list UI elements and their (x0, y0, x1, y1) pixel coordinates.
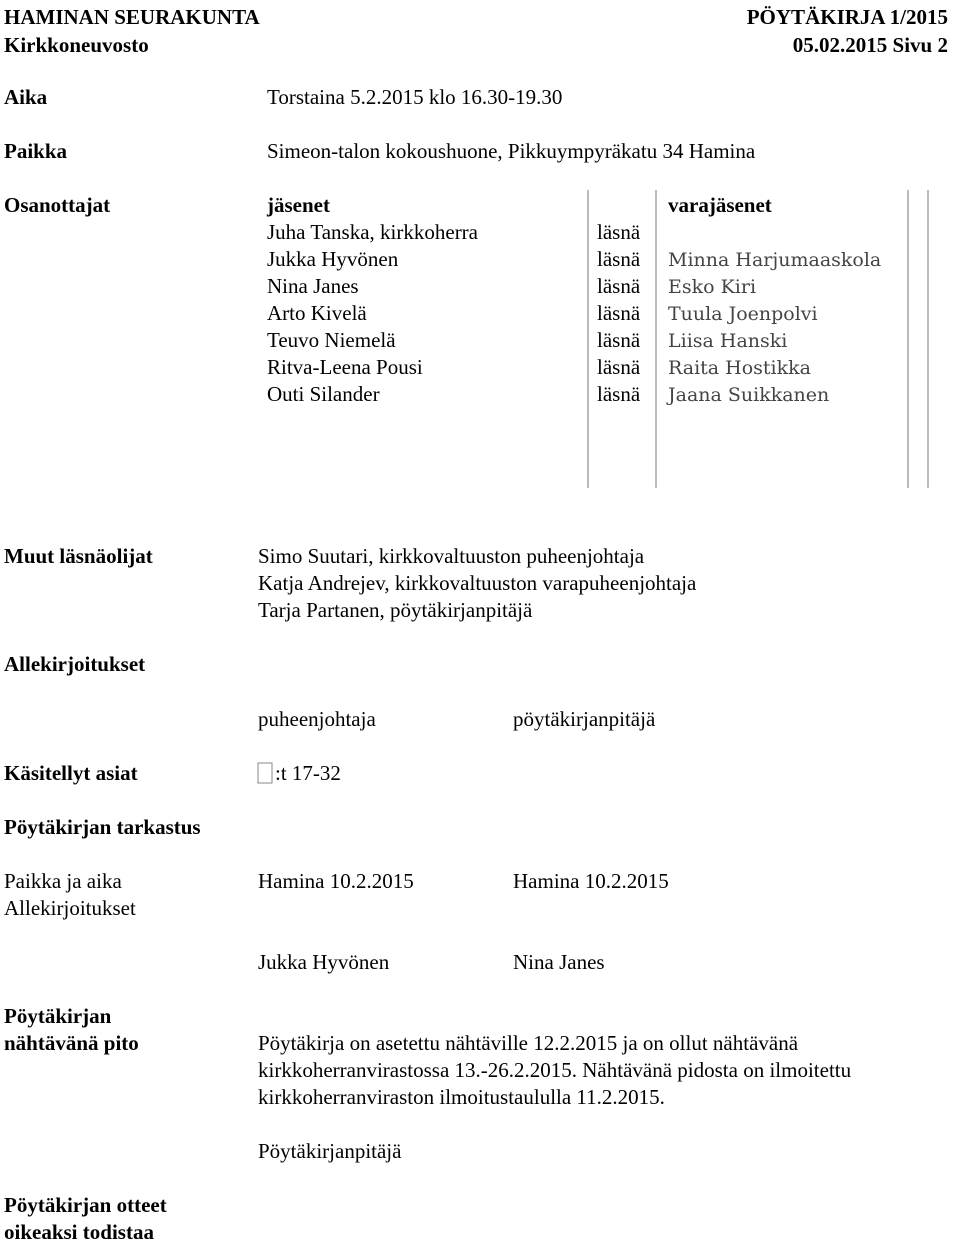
paikka-label: Paikka (4, 139, 68, 163)
deputy-name: Raita Hostikka (668, 357, 811, 379)
date-page: 05.02.2015 Sivu 2 (792, 33, 948, 57)
nahtavana-label: nähtävänä pito (4, 1031, 139, 1055)
display-notice-line: kirkkoherranviraston ilmoitustaululla 11.2.2015. (258, 1085, 665, 1109)
muut-label: Muut läsnäolijat (4, 544, 153, 568)
display-notice-line: Pöytäkirja on asetettu nähtäville 12.2.2015 ja on ollut nähtävänä (258, 1031, 799, 1055)
attendance-status: läsnä (597, 274, 641, 298)
document-title: PÖYTÄKIRJA 1/2015 (746, 5, 948, 29)
deputy-name: Liisa Hanski (668, 330, 788, 352)
inspector-name-1: Jukka Hyvönen (258, 950, 390, 974)
table-divider (655, 190, 657, 488)
signatures-label: Allekirjoitukset (4, 896, 136, 920)
signature-role-secretary: pöytäkirjanpitäjä (513, 707, 656, 731)
member-name: Nina Janes (267, 274, 359, 298)
paikka-value: Simeon-talon kokoushuone, Pikkuympyräkatu 34 Hamina (267, 139, 756, 163)
display-notice-signer: Pöytäkirjanpitäjä (258, 1139, 402, 1163)
org-name: HAMINAN SEURAKUNTA (4, 5, 260, 29)
aika-value: Torstaina 5.2.2015 klo 16.30-19.30 (267, 85, 563, 109)
members-header: jäsenet (267, 193, 330, 217)
table-divider (927, 190, 929, 488)
tarkastus-label: Pöytäkirjan tarkastus (4, 815, 201, 839)
otteet-label: Pöytäkirjan otteet (4, 1193, 167, 1217)
inspector-name-2: Nina Janes (513, 950, 605, 974)
member-name: Teuvo Niemelä (267, 328, 396, 352)
member-name: Juha Tanska, kirkkoherra (267, 220, 478, 244)
place-time-2: Hamina 10.2.2015 (513, 869, 669, 893)
nahtavana-label: Pöytäkirjan (4, 1004, 112, 1028)
body-name: Kirkkoneuvosto (4, 33, 149, 57)
signature-role-chair: puheenjohtaja (258, 707, 376, 731)
otteet-label: oikeaksi todistaa (4, 1220, 154, 1244)
deputy-name: Minna Harjumaaskola (668, 249, 882, 271)
deputy-name: Esko Kiri (668, 276, 757, 298)
other-attendee: Tarja Partanen, pöytäkirjanpitäjä (258, 598, 533, 622)
table-divider (587, 190, 589, 488)
kasitellyt-label: Käsitellyt asiat (4, 761, 138, 785)
deputies-header: varajäsenet (668, 193, 772, 217)
section-sign-icon (257, 760, 273, 787)
attendance-status: läsnä (597, 355, 641, 379)
attendance-status: läsnä (597, 328, 641, 352)
member-name: Ritva-Leena Pousi (267, 355, 423, 379)
aika-label: Aika (4, 85, 48, 109)
deputy-name: Tuula Joenpolvi (668, 303, 818, 325)
allekirjoitukset-label: Allekirjoitukset (4, 652, 146, 676)
attendance-status: läsnä (597, 220, 641, 244)
place-time-1: Hamina 10.2.2015 (258, 869, 414, 893)
attendance-status: läsnä (597, 247, 641, 271)
display-notice-line: kirkkoherranvirastossa 13.-26.2.2015. Nähtävänä pidosta on ilmoitettu (258, 1058, 852, 1082)
table-divider (907, 190, 909, 488)
place-time-label: Paikka ja aika (4, 869, 122, 893)
kasitellyt-value: :t 17-32 (275, 761, 341, 785)
other-attendee: Simo Suutari, kirkkovaltuuston puheenjohtaja (258, 544, 645, 568)
other-attendee: Katja Andrejev, kirkkovaltuuston varapuheenjohtaja (258, 571, 697, 595)
member-name: Jukka Hyvönen (267, 247, 399, 271)
attendance-status: läsnä (597, 382, 641, 406)
deputy-name: Jaana Suikkanen (668, 384, 830, 406)
member-name: Outi Silander (267, 382, 380, 406)
member-name: Arto Kivelä (267, 301, 367, 325)
attendance-status: läsnä (597, 301, 641, 325)
osanottajat-label: Osanottajat (4, 193, 111, 217)
